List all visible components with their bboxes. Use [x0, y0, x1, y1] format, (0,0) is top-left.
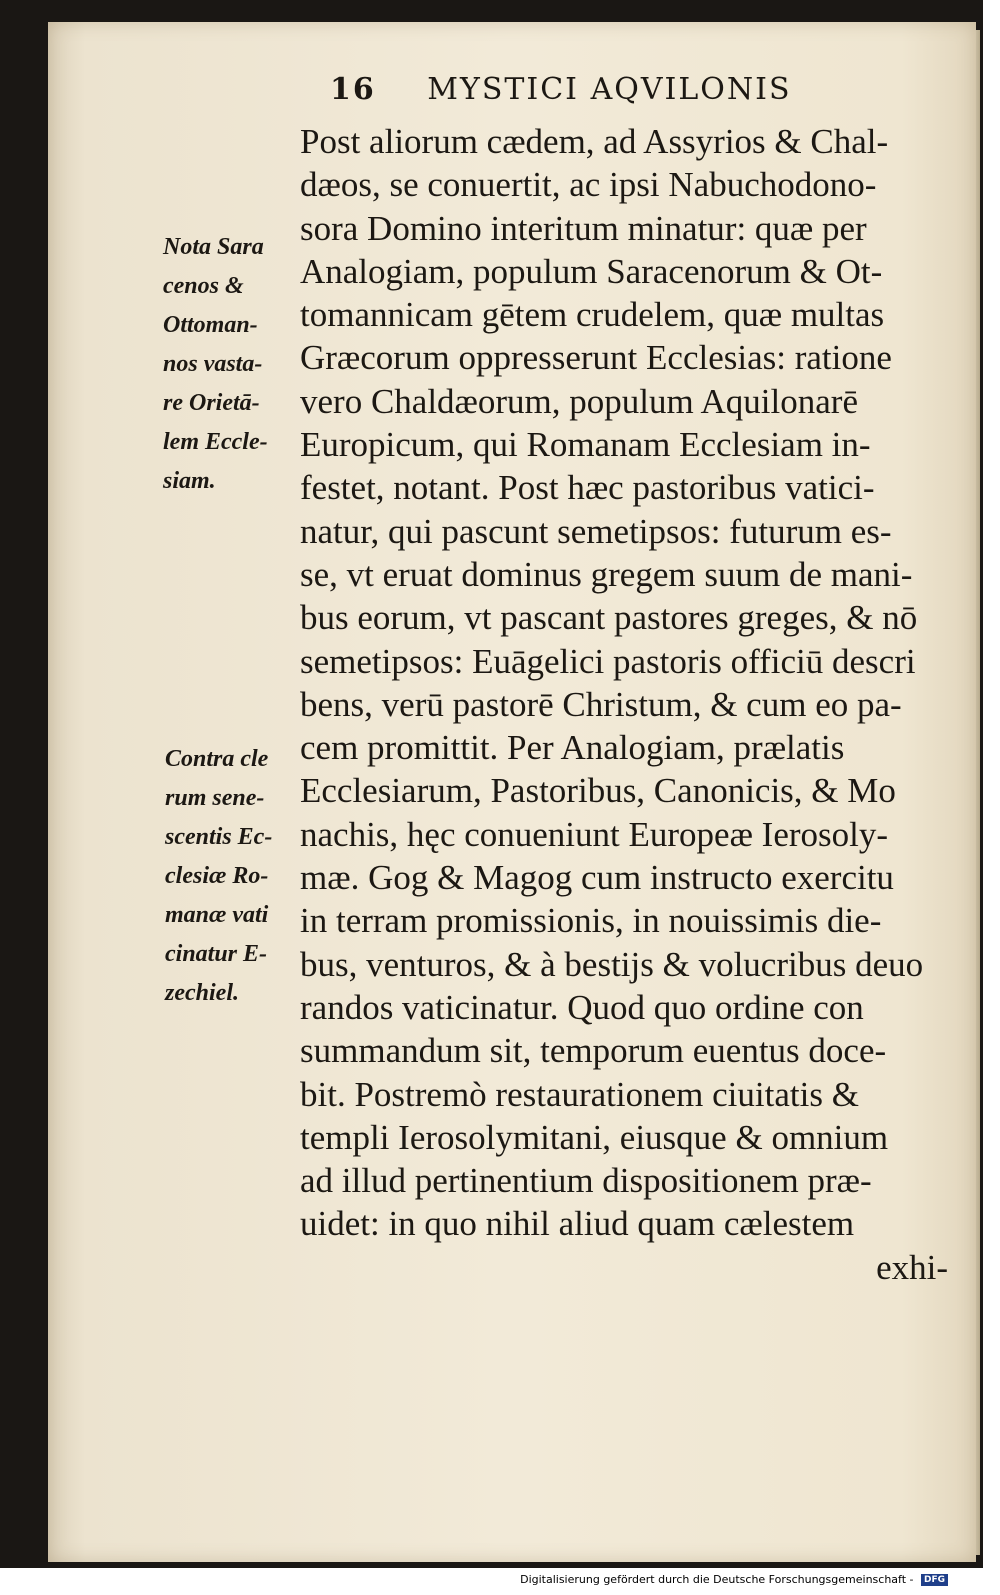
text-line: in terram promissionis, in nouissimis die- [300, 901, 882, 941]
text-line: semetipsos: Euāgelici pastoris officiū descri [300, 641, 916, 681]
margin-note-line: cinatur E- [165, 941, 268, 967]
digitization-footer [520, 1573, 948, 1586]
text-line: randos vaticinatur. Quod quo ordine con [300, 987, 864, 1027]
text-line: Græcorum oppresserunt Ecclesias: ratione [300, 338, 892, 378]
margin-note-line: Nota Sara [163, 234, 264, 260]
margin-note-line: nos vasta- [163, 351, 263, 377]
margin-note-line: re Orietā- [163, 390, 260, 416]
text-line: dæos, se conuertit, ac ipsi Nabuchodono- [300, 165, 877, 205]
text-line: templi Ierosolymitani, eiusque & omnium [300, 1117, 889, 1157]
text-line: bit. Postremò restaurationem ciuitatis & [300, 1074, 859, 1114]
text-line: se, vt eruat dominus gregem suum de mani- [300, 554, 913, 594]
running-header [330, 72, 792, 107]
text-line: Ecclesiarum, Pastoribus, Canonicis, & Mo [300, 771, 896, 811]
text-line: natur, qui pascunt semetipsos: futurum es- [300, 511, 892, 551]
margin-note-line: Contra cle [165, 746, 269, 772]
margin-note-line: lem Eccle- [163, 429, 268, 455]
text-line: festet, notant. Post hæc pastoribus vatici- [300, 468, 875, 508]
dfg-logo: DFG [921, 1574, 948, 1586]
text-line: nachis, hęc conueniunt Europeæ Ierosoly- [300, 814, 889, 854]
margin-note-line: scentis Ec- [165, 824, 273, 850]
margin-note-line: manæ vati [165, 902, 269, 928]
text-line: sora Domino interitum minatur: quæ per [300, 208, 867, 248]
text-line: Post aliorum cædem, ad Assyrios & Chal- [300, 122, 889, 161]
catchword: exhi- [876, 1247, 948, 1287]
margin-note-line: rum sene- [165, 785, 265, 811]
text-line: ad illud pertinentium dispositionem præ- [300, 1161, 872, 1201]
text-line: uidet: in quo nihil aliud quam cælestem [300, 1204, 855, 1244]
margin-note-line: siam. [163, 468, 216, 494]
text-line: summandum sit, temporum euentus doce- [300, 1031, 887, 1071]
text-line: Analogiam, populum Saracenorum & Ot- [300, 251, 883, 291]
margin-note-line: Ottoman- [163, 312, 258, 338]
text-line: tomannicam gētem crudelem, quæ multas [300, 295, 885, 335]
margin-note-line: cenos & [163, 273, 244, 299]
margin-note-clergy [165, 740, 272, 1013]
text-line: Europicum, qui Romanam Ecclesiam in- [300, 425, 871, 465]
text-line: bens, verū pastorē Christum, & cum eo pa- [300, 684, 902, 724]
text-line: bus, venturos, & à bestijs & volucribus deuo [300, 944, 924, 984]
margin-note-line: zechiel. [165, 980, 239, 1006]
text-line: bus eorum, vt pascant pastores greges, & nō [300, 598, 918, 638]
running-title: MYSTICI AQVILONIS [427, 72, 792, 107]
footer-credit: Digitalisierung gefördert durch die Deutsche Forschungsgemeinschaft - [520, 1573, 914, 1586]
margin-note-line: clesiæ Ro- [165, 863, 269, 889]
body-text [300, 120, 948, 1289]
text-line: vero Chaldæorum, populum Aquilonarē [300, 381, 858, 421]
margin-note-saracens [163, 228, 268, 501]
page-number: 16 [330, 72, 376, 107]
text-line: cem promittit. Per Analogiam, prælatis [300, 728, 845, 768]
text-line: mæ. Gog & Magog cum instructo exercitu [300, 858, 894, 898]
